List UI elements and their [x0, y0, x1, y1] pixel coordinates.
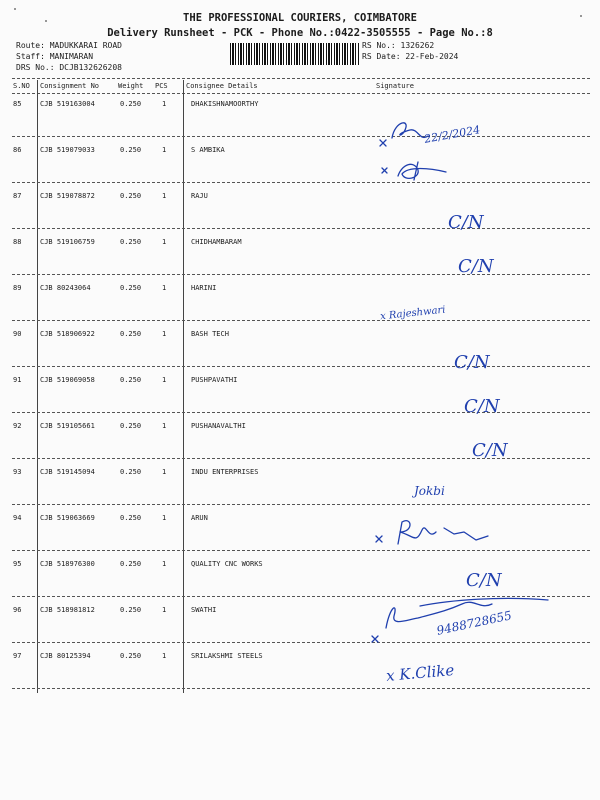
cell-pcs: 1 — [162, 468, 167, 476]
cell-consignment: CJB 518976300 — [40, 560, 95, 568]
cell-consignee: INDU ENTERPRISES — [191, 468, 259, 476]
handwritten-cn: C/N — [464, 396, 500, 417]
cell-consignment: CJB 80125394 — [40, 652, 91, 660]
cell-sno: 87 — [13, 192, 22, 200]
cell-weight: 0.250 — [120, 468, 142, 476]
cell-consignee: DHAKISHNAMOORTHY — [191, 100, 259, 108]
handwritten-cn: C/N — [466, 570, 502, 591]
cell-pcs: 1 — [162, 514, 167, 522]
cell-weight: 0.250 — [120, 606, 142, 614]
cell-weight: 0.250 — [120, 376, 142, 384]
col-header-signature: Signature — [376, 82, 414, 90]
cell-pcs: 1 — [162, 330, 167, 338]
cell-pcs: 1 — [162, 284, 167, 292]
cell-consignment: CJB 80243064 — [40, 284, 91, 292]
cell-weight: 0.250 — [120, 238, 142, 246]
handwritten-kclike: x K.Clike — [385, 661, 455, 685]
col-header-sno: S.NO — [13, 82, 30, 90]
handwritten-cn: C/N — [458, 256, 494, 277]
handwritten-jokbi: Jokbi — [414, 484, 445, 498]
cell-consignee: PUSHANAVALTHI — [191, 422, 246, 430]
handwritten-date: 22/2/2024 — [423, 123, 482, 146]
handwritten-cn: C/N — [448, 212, 484, 233]
cell-consignment: CJB 519079033 — [40, 146, 95, 154]
cell-consignment: CJB 519063669 — [40, 514, 95, 522]
cell-consignee: QUALITY CNC WORKS — [191, 560, 263, 568]
cell-sno: 90 — [13, 330, 22, 338]
cell-pcs: 1 — [162, 606, 167, 614]
cell-weight: 0.250 — [120, 652, 142, 660]
cell-consignment: CJB 519106759 — [40, 238, 95, 246]
cell-sno: 96 — [13, 606, 22, 614]
scan-speck — [45, 20, 47, 22]
cell-consignment: CJB 518906922 — [40, 330, 95, 338]
cell-consignee: RAJU — [191, 192, 208, 200]
cell-sno: 94 — [13, 514, 22, 522]
cell-consignee: BASH TECH — [191, 330, 229, 338]
handwritten-cn: C/N — [472, 440, 508, 461]
cell-pcs: 1 — [162, 376, 167, 384]
cell-consignee: ARUN — [191, 514, 208, 522]
cell-weight: 0.250 — [120, 146, 142, 154]
cell-pcs: 1 — [162, 422, 167, 430]
cell-pcs: 1 — [162, 192, 167, 200]
cell-pcs: 1 — [162, 238, 167, 246]
route-label: Route: MADUKKARAI ROAD — [16, 41, 122, 50]
cell-consignee: HARINI — [191, 284, 217, 292]
cell-sno: 85 — [13, 100, 22, 108]
cell-weight: 0.250 — [120, 514, 142, 522]
cell-weight: 0.250 — [120, 192, 142, 200]
cell-consignee: SWATHI — [191, 606, 217, 614]
cell-consignment: CJB 519145094 — [40, 468, 95, 476]
rs-date: RS Date: 22-Feb-2024 — [362, 52, 459, 61]
cell-weight: 0.250 — [120, 560, 142, 568]
col-header-weight: Weight — [118, 82, 144, 90]
drs-number: DRS No.: DCJB132626208 — [16, 63, 122, 72]
cell-sno: 86 — [13, 146, 22, 154]
col-header-consignee: Consignee Details — [186, 82, 258, 90]
col-header-pcs: PCS — [155, 82, 168, 90]
cell-sno: 97 — [13, 652, 22, 660]
cell-consignee: PUSHPAVATHI — [191, 376, 238, 384]
cell-sno: 93 — [13, 468, 22, 476]
staff-label: Staff: MANIMARAN — [16, 52, 94, 61]
scan-speck — [580, 15, 582, 17]
cell-consignment: CJB 519105661 — [40, 422, 95, 430]
runsheet-title: Delivery Runsheet - PCK - Phone No.:0422-3505555 - Page No.:8 — [107, 27, 493, 39]
cell-consignment: CJB 519163004 — [40, 100, 95, 108]
rs-number: RS No.: 1326262 — [362, 41, 435, 50]
cell-consignee: SRILAKSHMI STEELS — [191, 652, 263, 660]
handwritten-phone: 9488728655 — [435, 608, 513, 638]
cell-consignment: CJB 519078872 — [40, 192, 95, 200]
company-title: THE PROFESSIONAL COURIERS, COIMBATORE — [183, 12, 417, 24]
handwritten-cn: C/N — [454, 352, 490, 373]
cell-sno: 91 — [13, 376, 22, 384]
cell-consignment: CJB 519069058 — [40, 376, 95, 384]
cell-pcs: 1 — [162, 100, 167, 108]
cell-weight: 0.250 — [120, 330, 142, 338]
cell-consignee: S AMBIKA — [191, 146, 225, 154]
cell-sno: 89 — [13, 284, 22, 292]
handwritten-name: x Rajeshwari — [379, 304, 447, 323]
cell-weight: 0.250 — [120, 422, 142, 430]
cell-sno: 92 — [13, 422, 22, 430]
cell-weight: 0.250 — [120, 100, 142, 108]
cell-sno: 95 — [13, 560, 22, 568]
cell-consignment: CJB 518981812 — [40, 606, 95, 614]
cell-sno: 88 — [13, 238, 22, 246]
cell-pcs: 1 — [162, 652, 167, 660]
cell-pcs: 1 — [162, 146, 167, 154]
cell-pcs: 1 — [162, 560, 167, 568]
cell-weight: 0.250 — [120, 284, 142, 292]
scan-speck — [14, 8, 16, 10]
cell-consignee: CHIDHAMBARAM — [191, 238, 242, 246]
col-header-consignment: Consignment No — [40, 82, 100, 90]
